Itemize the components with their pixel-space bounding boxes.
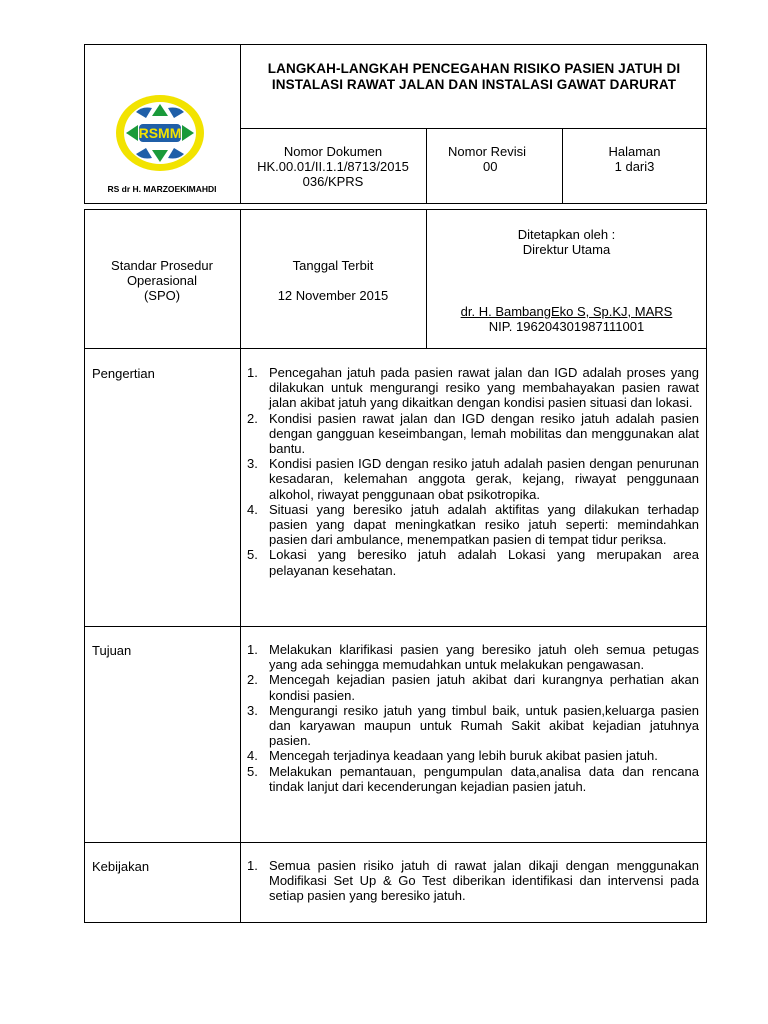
header-revision-divider [426,128,427,204]
list-item: 2. Kondisi pasien rawat jalan dan IGD dengan resiko jatuh adalah pasien dengan gangguan keseimbangan, lemah mobilitas dan menggunakan alat bantu. [247,410,699,457]
row-divider-spo [84,348,707,349]
document-title: LANGKAH-LANGKAH PENCEGAHAN RISIKO PASIEN JATUH DI INSTALASI RAWAT JALAN DAN INSTALASI GAWAT DARURAT [267,61,681,92]
row-divider-tujuan [84,842,707,843]
spo-label-line1: Standar Prosedur [111,258,213,273]
issue-date-value: 12 November 2015 [277,288,389,303]
tujuan-list [244,642,699,794]
spo-label [84,258,240,303]
svg-text:RSMM: RSMM [138,125,182,141]
doc-number-line2: 036/KPRS [302,174,364,189]
hospital-logo [112,92,208,174]
doc-number-label: Nomor Dokumen [283,144,383,159]
section-label-pengertian: Pengertian [92,366,155,381]
list-item: 2. Mencegah kejadian pasien jatuh akibat dari kurangnya perhatian akan kondisi pasien. [247,672,699,703]
revision-label: Nomor Revisi [448,144,527,159]
page-label: Halaman [608,144,661,159]
doc-number-line1: HK.00.01/II.1.1/8713/2015 [257,159,409,174]
pengertian-list [244,365,699,578]
section-label-tujuan: Tujuan [92,643,132,658]
hospital-name: RS dr H. MARZOEKIMAHDI [107,184,217,194]
list-item: 5. Melakukan pemantauan, pengumpulan data,analisa data dan rencana tindak lanjut dari kecenderungan kejadian pasien jatuh. [247,763,699,794]
list-item: 4. Mencegah terjadinya keadaan yang lebih buruk akibat pasien jatuh. [247,748,658,764]
approved-by-role: Direktur Utama [522,242,611,257]
row-divider-pengertian [84,626,707,627]
revision-cell [448,144,560,174]
list-item: 1. Melakukan klarifikasi pasien yang beresiko jatuh oleh semua petugas yang ada sehingga memudahkan untuk melakukan pengawasan. [247,642,699,673]
spo-label-line3: (SPO) [143,288,181,303]
list-item: 1. Semua pasien risiko jatuh di rawat jalan dikaji dengan menggunakan Modifikasi Set Up & Go Test diberikan identifikasi dan intervensi pada setiap pasien yang beresiko jatuh. [247,858,699,904]
rsmm-logo-icon [112,92,208,174]
spo-label-line2: Operasional [126,273,198,288]
issue-date-cell [240,258,426,303]
section-label-kebijakan: Kebijakan [92,859,150,874]
signer-name: dr. H. BambangEko S, Sp.KJ, MARS [460,304,673,319]
list-item: 4. Situasi yang beresiko jatuh adalah aktifitas yang dilakukan terhadap pasien yang dapat meningkatkan resiko jatuh seperti: memindahkan pasien dari ambulance, menempatkan pasien di tempat tidur periksa. [247,501,699,548]
list-item: 5. Lokasi yang beresiko jatuh adalah Lokasi yang merupakan area pelayanan kesehatan. [247,547,699,578]
revision-value: 00 [483,159,498,174]
list-item: 1. Pencegahan jatuh pada pasien rawat jalan dan IGD adalah proses yang dilakukan untuk mengurangi resiko yang membahayakan pasien rawat jalan akibat jatuh yang dikaitkan dengan kondisi pasien situasi dan lokasi. [247,365,699,411]
header-title-divider [240,128,707,129]
issue-date-label: Tanggal Terbit [292,258,374,273]
page-cell [562,144,707,174]
signer-cell [426,304,707,334]
label-column-divider [240,209,241,923]
signer-nip: NIP. 196204301987111001 [488,319,645,334]
list-item: 3. Mengurangi resiko jatuh yang timbul baik, untuk pasien,keluarga pasien dan karyawan maupun untuk Rumah Sakit akibat kejadian jatuhnya pasien. [247,702,699,749]
page-value: 1 dari3 [614,159,655,174]
list-item: 3. Kondisi pasien IGD dengan resiko jatuh adalah pasien dengan penurunan kesadaran, kelemahan anggota gerak, kejang, riwayat penggunaan alkohol, riwayat penggunaan obat psikotropika. [247,456,699,502]
approval-cell [426,227,707,257]
kebijakan-list [244,858,699,904]
approved-by-label: Ditetapkan oleh : [517,227,616,242]
doc-number-cell [240,144,426,189]
